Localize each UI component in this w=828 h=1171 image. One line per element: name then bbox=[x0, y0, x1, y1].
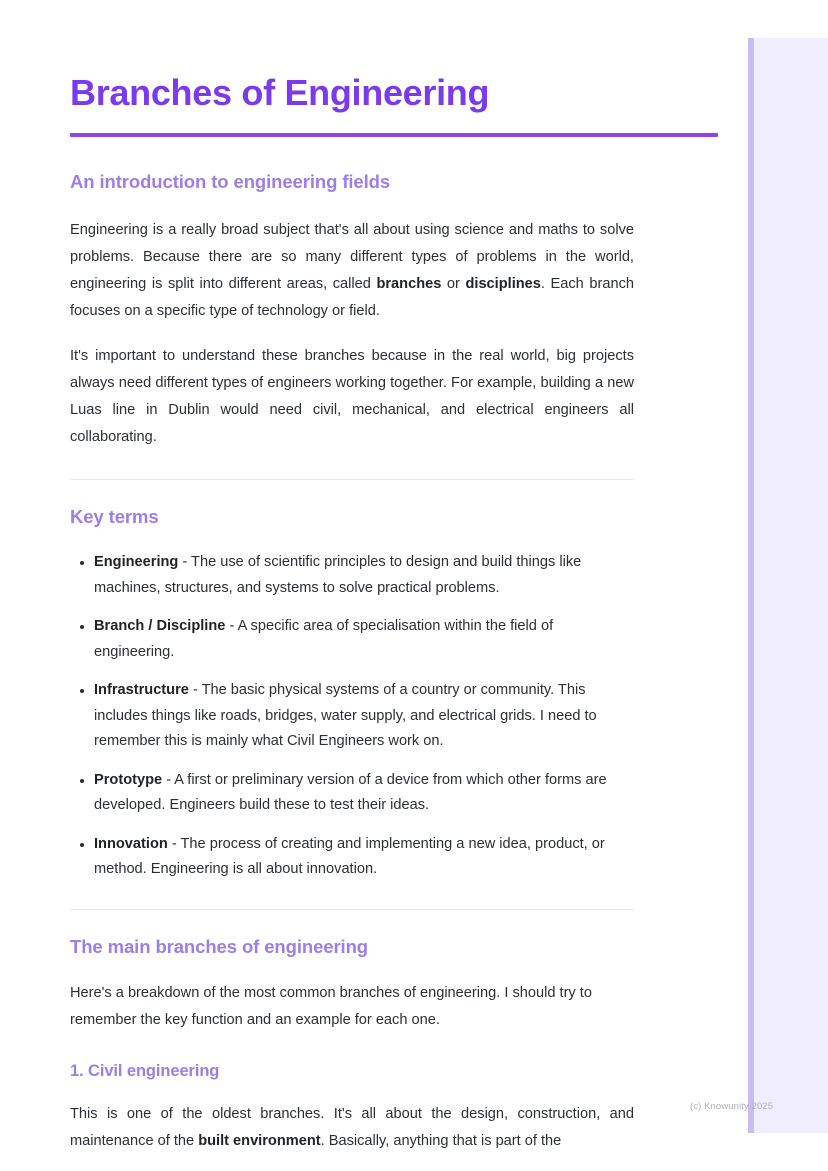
key-term-label: Prototype bbox=[94, 771, 163, 788]
intro-paragraph-1 bbox=[70, 217, 634, 325]
key-term-label: Innovation bbox=[94, 835, 168, 852]
intro-p1-text-1: Engineering is a really broad subject that's all about using science and maths to solve problems. Because there are so many different types of problems in the world, engineering is split into different areas, called bbox=[70, 222, 634, 293]
right-side-panel-stripe bbox=[748, 38, 754, 1133]
intro-p1-text-3: . Each branch focuses on a specific type of technology or field. bbox=[70, 276, 634, 320]
key-term-definition: The process of creating and implementing a new idea, product, or method. Engineering is all about innovation. bbox=[94, 835, 605, 878]
right-side-panel bbox=[748, 38, 828, 1133]
main-branches-intro-paragraph: Here's a breakdown of the most common branches of engineering. I should try to remember the key function and an example for each one. bbox=[70, 984, 592, 1028]
intro-p1-bold-branches: branches bbox=[376, 276, 442, 293]
list-item bbox=[70, 832, 634, 883]
civil-text-1: This is one of the oldest branches. It's all about the design, construction, and maintenance of the bbox=[70, 1105, 634, 1149]
intro-p1-text-2: or bbox=[441, 276, 466, 293]
key-term-definition: The use of scientific principles to design and build things like machines, structures, and systems to solve practical problems. bbox=[94, 554, 582, 596]
intro-p1-bold-disciplines: disciplines bbox=[465, 276, 541, 293]
civil-bold-built-environment: built environment bbox=[198, 1132, 321, 1149]
key-term-definition: A specific area of specialisation within the field of engineering. bbox=[94, 618, 554, 660]
list-item bbox=[70, 768, 634, 819]
section-heading-key-terms: Key terms bbox=[70, 506, 159, 528]
civil-text-2: . Basically, anything that is part of the bbox=[320, 1132, 562, 1149]
key-term-separator: - bbox=[225, 618, 238, 635]
key-term-separator: - bbox=[167, 835, 181, 852]
key-term-label: Branch / Discipline bbox=[94, 618, 226, 635]
key-term-separator: - bbox=[178, 554, 192, 571]
list-item bbox=[70, 614, 634, 665]
section-heading-introduction: An introduction to engineering fields bbox=[70, 171, 391, 193]
page-title: Branches of Engineering bbox=[70, 72, 490, 113]
key-term-separator: - bbox=[162, 771, 175, 788]
list-item bbox=[70, 678, 634, 755]
civil-engineering-paragraph bbox=[70, 1101, 634, 1155]
key-term-label: Engineering bbox=[94, 554, 179, 571]
key-term-definition: A first or preliminary version of a device from which other forms are developed. Engineers build these to test their ideas. bbox=[94, 771, 607, 814]
key-terms-list bbox=[70, 550, 634, 883]
document-content bbox=[70, 0, 634, 1155]
intro-paragraph-2: It's important to understand these branches because in the real world, big projects always need different types of engineers working together. For example, building a new Luas line in Dublin would need civil, mechanical, and electrical engineers all collaborating. bbox=[70, 348, 634, 446]
copyright-watermark: (c) Knowunity 2025 bbox=[690, 1101, 774, 1112]
subsection-heading-civil-engineering: 1. Civil engineering bbox=[70, 1061, 220, 1080]
list-item bbox=[70, 550, 634, 601]
key-term-separator: - bbox=[188, 682, 202, 699]
key-term-definition: The basic physical systems of a country or community. This includes things like roads, bridges, water supply, and electrical grids. I need to remember this is mainly what Civil Engineers work on. bbox=[94, 682, 597, 750]
key-term-label: Infrastructure bbox=[94, 682, 189, 699]
section-heading-main-branches: The main branches of engineering bbox=[70, 935, 368, 957]
